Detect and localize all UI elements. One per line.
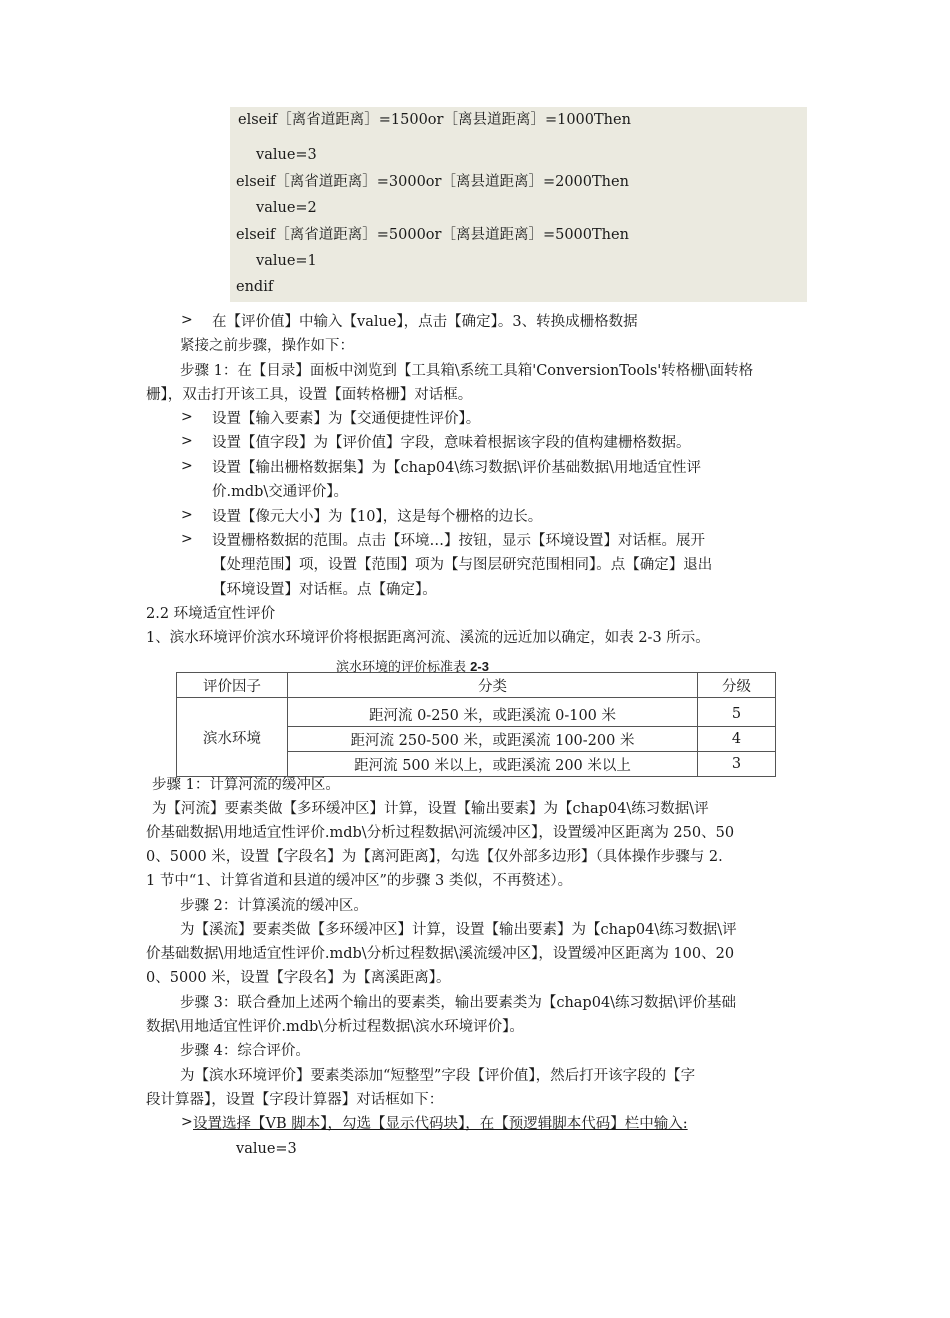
bullet-marker: > bbox=[181, 312, 193, 328]
bullet-marker: > bbox=[181, 409, 193, 425]
list-item: 价.mdb\交通评价】。 bbox=[212, 484, 349, 500]
code-line: value=1 bbox=[256, 253, 317, 269]
table-caption-text: 滨水环境的评价标准表 bbox=[336, 660, 471, 675]
paragraph-line: 为【河流】要素类做【多环缓冲区】计算，设置【输出要素】为【chap04\练习数据\评 bbox=[152, 801, 709, 817]
list-item: 设置选择【VB 脚本】，勾选【显示代码块】，在【预逻辑脚本代码】栏中输入: bbox=[193, 1116, 688, 1132]
paragraph: 步骤 1：在【目录】面板中浏览到【工具箱\系统工具箱'ConversionTools'转格栅\面转格 bbox=[180, 363, 754, 379]
paragraph-line: 0、5000 米，设置【字段名】为【离溪距离】。 bbox=[146, 970, 451, 986]
paragraph-line: 为【溪流】要素类做【多环缓冲区】计算，设置【输出要素】为【chap04\练习数据\评 bbox=[180, 922, 737, 938]
paragraph: 1、滨水环境评价滨水环境评价将根据距离河流、溪流的远近加以确定，如表 2-3 所示。 bbox=[146, 630, 710, 646]
code-line: elseif［离省道距离］=1500or［离县道距离］=1000Then bbox=[238, 112, 631, 128]
list-item: 设置【值字段】为【评价值】字段，意味着根据该字段的值构建栅格数据。 bbox=[212, 435, 691, 451]
paragraph: 栅】，双击打开该工具，设置【面转格栅】对话框。 bbox=[146, 387, 473, 403]
step-title: 步骤 1：计算河流的缓冲区。 bbox=[152, 777, 340, 793]
table-cell-factor: 滨水环境 bbox=[177, 698, 288, 777]
bullet-marker: > bbox=[181, 458, 193, 474]
code-line: value=3 bbox=[256, 147, 317, 163]
list-item: 设置【输出栅格数据集】为【chap04\练习数据\评价基础数据\用地适宜性评 bbox=[212, 460, 701, 476]
evaluation-table bbox=[176, 672, 776, 777]
paragraph-line: 0、5000 米，设置【字段名】为【离河距离】，勾选【仅外部多边形】（具体操作步骤与 2. bbox=[146, 849, 723, 865]
table-row bbox=[177, 698, 776, 727]
paragraph: 紧接之前步骤，操作如下： bbox=[180, 338, 354, 354]
table-header: 评价因子 bbox=[177, 673, 288, 698]
table-header-row bbox=[177, 673, 776, 698]
paragraph-line: 1 节中“1、计算省道和县道的缓冲区”的步骤 3 类似，不再赘述）。 bbox=[146, 873, 573, 889]
table-cell: 3 bbox=[698, 752, 776, 777]
paragraph-line: 步骤 3：联合叠加上述两个输出的要素类，输出要素类为【chap04\练习数据\评价基础 bbox=[180, 995, 736, 1011]
bullet-marker: > bbox=[181, 531, 193, 547]
bullet-marker: > bbox=[181, 507, 193, 523]
paragraph-line: 价基础数据\用地适宜性评价.mdb\分析过程数据\溪流缓冲区】，设置缓冲区距离为 100、20 bbox=[146, 946, 735, 962]
table-cell: 距河流 0-250 米，或距溪流 0-100 米 bbox=[288, 698, 698, 727]
code-line: endif bbox=[236, 279, 274, 295]
step-title: 步骤 4：综合评价。 bbox=[180, 1043, 310, 1059]
table-cell: 5 bbox=[698, 698, 776, 727]
table-caption-number: 2-3 bbox=[470, 659, 489, 674]
paragraph-line: 价基础数据\用地适宜性评价.mdb\分析过程数据\河流缓冲区】，设置缓冲区距离为 250、50 bbox=[146, 825, 735, 841]
paragraph-line: 为【滨水环境评价】要素类添加“短整型”字段【评价值】，然后打开该字段的【字 bbox=[180, 1068, 696, 1084]
list-item: 【环境设置】对话框。点【确定】。 bbox=[212, 582, 437, 598]
bullet-marker: > bbox=[181, 1114, 193, 1130]
paragraph-line: 段计算器】，设置【字段计算器】对话框如下： bbox=[146, 1092, 444, 1108]
table-cell: 4 bbox=[698, 727, 776, 752]
code-line: elseif［离省道距离］=3000or［离县道距离］=2000Then bbox=[236, 174, 629, 190]
step-title: 步骤 2：计算溪流的缓冲区。 bbox=[180, 898, 368, 914]
list-item: 设置栅格数据的范围。点击【环境…】按钮，显示【环境设置】对话框。展开 bbox=[212, 533, 705, 549]
code-line: value=3 bbox=[236, 1141, 297, 1157]
list-item: 【处理范围】项，设置【范围】项为【与图层研究范围相同】。点【确定】退出 bbox=[212, 557, 713, 573]
paragraph-line: 数据\用地适宜性评价.mdb\分析过程数据\滨水环境评价】。 bbox=[146, 1019, 524, 1035]
paragraph: 在【评价值】中输入【value】，点击【确定】。3、转换成栅格数据 bbox=[212, 314, 638, 330]
section-title: 2.2 环境适宜性评价 bbox=[146, 606, 276, 622]
table-cell: 距河流 250-500 米，或距溪流 100-200 米 bbox=[288, 727, 698, 752]
code-line: value=2 bbox=[256, 200, 317, 216]
table-header: 分类 bbox=[288, 673, 698, 698]
list-item: 设置【像元大小】为【10】，这是每个栅格的边长。 bbox=[212, 509, 543, 525]
bullet-marker: > bbox=[181, 433, 193, 449]
table-cell: 距河流 500 米以上，或距溪流 200 米以上 bbox=[288, 752, 698, 777]
list-item: 设置【输入要素】为【交通便捷性评价】。 bbox=[212, 411, 481, 427]
code-line: elseif［离省道距离］=5000or［离县道距离］=5000Then bbox=[236, 227, 629, 243]
table-header: 分级 bbox=[698, 673, 776, 698]
